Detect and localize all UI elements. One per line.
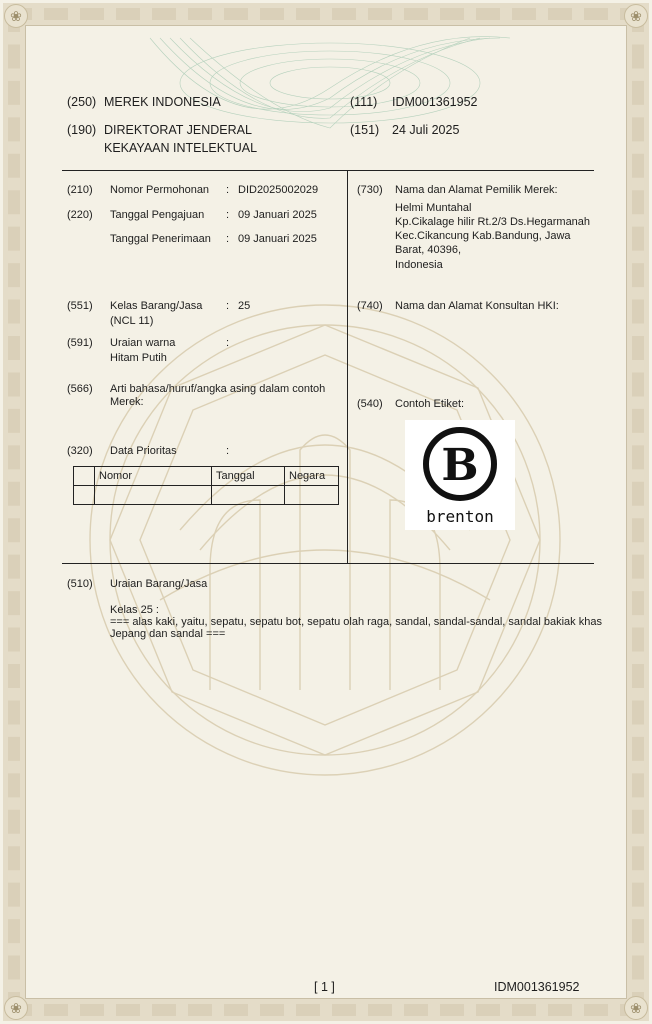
table-header-row xyxy=(74,467,339,486)
label-etiket: Contoh Etiket: xyxy=(395,398,465,410)
directorate-line2: KEKAYAAN INTELEKTUAL xyxy=(104,141,258,155)
registration-number: IDM001361952 xyxy=(392,95,478,109)
colon: : xyxy=(226,337,230,349)
application-number: DID2025002029 xyxy=(238,184,319,196)
colon: : xyxy=(226,300,230,312)
table-header-cell: Negara xyxy=(285,467,339,486)
code-190: (190) xyxy=(67,123,97,137)
code-111: (111) xyxy=(350,95,378,109)
brand-logo-icon xyxy=(405,420,515,530)
table-header-cell: Nomor xyxy=(95,467,212,486)
colon: : xyxy=(226,184,230,196)
corner-ornament-icon: ❀ xyxy=(624,4,648,28)
code-730: (730) xyxy=(357,184,383,196)
code-510: (510) xyxy=(67,578,93,590)
code-540: (540) xyxy=(357,398,383,410)
label-consultant: Nama dan Alamat Konsultan HKI: xyxy=(395,300,559,312)
owner-address-1: Kp.Cikalage hilir Rt.2/3 Ds.Hegarmanah xyxy=(395,216,591,228)
goods-description-2: Jepang dan sandal === xyxy=(110,628,226,640)
table-header-cell: Tanggal xyxy=(212,467,285,486)
page-number: [ 1 ] xyxy=(314,980,335,994)
class-value: 25 xyxy=(238,300,251,312)
priority-table xyxy=(73,466,339,505)
corner-ornament-icon: ❀ xyxy=(4,996,28,1020)
garuda-emblem-watermark xyxy=(60,300,590,800)
label-color: Uraian warna xyxy=(110,337,176,349)
table-header-cell xyxy=(74,467,95,486)
logo-word: brenton xyxy=(426,507,494,526)
corner-ornament-icon: ❀ xyxy=(624,996,648,1020)
colon: : xyxy=(226,233,230,245)
code-740: (740) xyxy=(357,300,383,312)
owner-address-3: Barat, 40396, xyxy=(395,244,462,256)
table-cell xyxy=(95,486,212,505)
code-210: (210) xyxy=(67,184,93,196)
section-divider xyxy=(62,563,594,564)
label-application-number: Nomor Permohonan xyxy=(110,184,210,196)
owner-name: Helmi Muntahal xyxy=(395,202,472,214)
code-551: (551) xyxy=(67,300,93,312)
goods-class: Kelas 25 : xyxy=(110,604,159,616)
receipt-date: 09 Januari 2025 xyxy=(238,233,317,245)
table-cell xyxy=(285,486,339,505)
guilloche-watermark xyxy=(140,28,520,158)
logo-letter: B xyxy=(441,440,479,491)
column-divider xyxy=(347,170,348,563)
brand-logo xyxy=(405,420,515,530)
footer-doc-id: IDM001361952 xyxy=(494,980,580,994)
color-value: Hitam Putih xyxy=(110,352,167,364)
table-cell xyxy=(212,486,285,505)
owner-address-2: Kec.Cikancung Kab.Bandung, Jawa xyxy=(395,230,571,242)
code-151: (151) xyxy=(350,123,380,137)
label-foreign-meaning-1: Arti bahasa/huruf/angka asing dalam contoh xyxy=(110,383,326,395)
label-owner: Nama dan Alamat Pemilik Merek: xyxy=(395,184,558,196)
code-250: (250) xyxy=(67,95,97,109)
label-filing-date: Tanggal Pengajuan xyxy=(110,209,205,221)
owner-country: Indonesia xyxy=(395,259,443,271)
header-divider xyxy=(62,170,594,171)
label-receipt-date: Tanggal Penerimaan xyxy=(110,233,211,245)
table-cell xyxy=(74,486,95,505)
table-row xyxy=(74,486,339,505)
code-566: (566) xyxy=(67,383,93,395)
registration-date: 24 Juli 2025 xyxy=(392,123,460,137)
goods-description-1: === alas kaki, yaitu, sepatu, sepatu bot, sepatu olah raga, sandal, sandal-sandal, sandal bakiak khas xyxy=(110,616,602,628)
label-foreign-meaning-2: Merek: xyxy=(110,396,144,408)
directorate-line1: DIREKTORAT JENDERAL xyxy=(104,123,252,137)
corner-ornament-icon: ❀ xyxy=(4,4,28,28)
colon: : xyxy=(226,445,230,457)
filing-date: 09 Januari 2025 xyxy=(238,209,317,221)
label-class: Kelas Barang/Jasa xyxy=(110,300,203,312)
code-220: (220) xyxy=(67,209,93,221)
ncl-edition: (NCL 11) xyxy=(110,315,154,327)
colon: : xyxy=(226,209,230,221)
code-320: (320) xyxy=(67,445,93,457)
label-goods: Uraian Barang/Jasa xyxy=(110,578,208,590)
brand-office-title: MEREK INDONESIA xyxy=(104,95,221,109)
code-591: (591) xyxy=(67,337,93,349)
label-priority: Data Prioritas xyxy=(110,445,177,457)
